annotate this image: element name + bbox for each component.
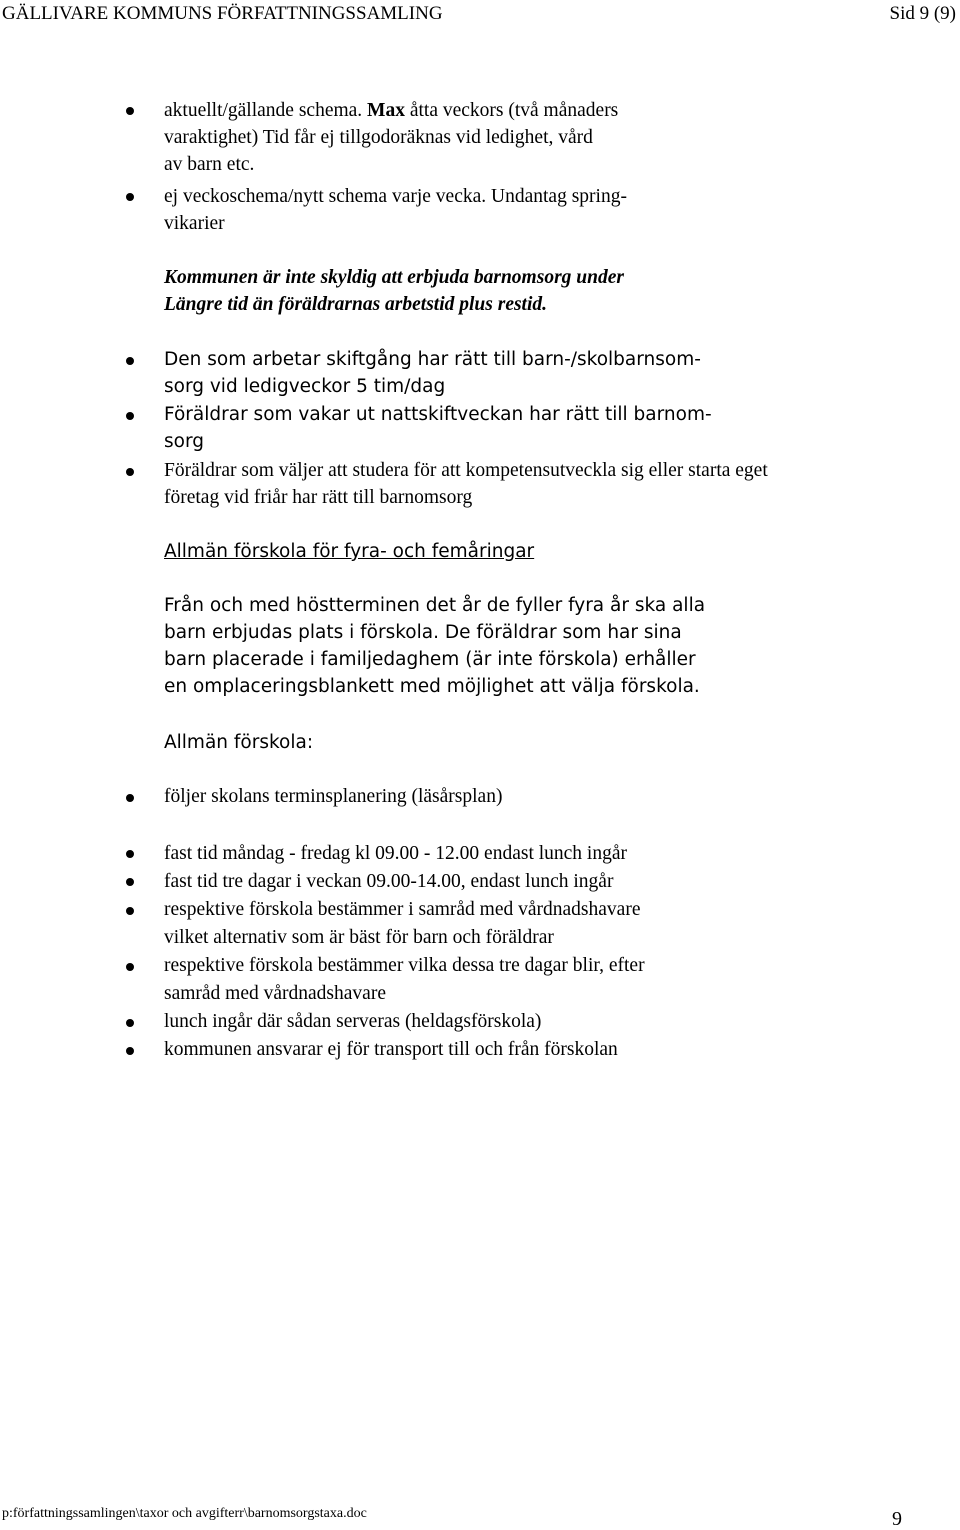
section-subheading: Allmän förskola: (164, 732, 314, 753)
list-item-line: respektive förskola bestämmer vilka dessa tre dagar blir, efter (164, 955, 645, 976)
list-item-line: Den som arbetar skiftgång har rätt till barn-/skolbarnsom- (164, 349, 701, 370)
text-span: aktuellt/gällande schema. (164, 100, 368, 121)
bullet-icon (126, 794, 134, 802)
list-item-line: följer skolans terminsplanering (läsårsplan) (164, 786, 503, 807)
bullet-icon (126, 1019, 134, 1027)
bullet-icon (126, 907, 134, 915)
footer-page-number: 9 (892, 1508, 902, 1530)
notice-line: Längre tid än föräldrarnas arbetstid plus restid. (164, 294, 548, 315)
list-item-line: sorg (164, 431, 204, 452)
bullet-icon (126, 357, 134, 365)
list-item-line: företag vid friår har rätt till barnomsorg (164, 487, 473, 508)
emphasis-text: Max (367, 100, 405, 121)
page-indicator: Sid 9 (9) (889, 3, 956, 24)
list-item-line: samråd med vårdnadshavare (164, 983, 386, 1004)
section-heading: Allmän förskola för fyra- och femåringar (164, 541, 535, 562)
bullet-icon (126, 1047, 134, 1055)
list-item-line: kommunen ansvarar ej för transport till och från förskolan (164, 1039, 618, 1060)
list-item-line: fast tid måndag - fredag kl 09.00 - 12.00 endast lunch ingår (164, 843, 628, 864)
notice-line: Kommunen är inte skyldig att erbjuda barnomsorg under (164, 267, 624, 288)
bullet-icon (126, 412, 134, 420)
list-item-line: lunch ingår där sådan serveras (heldagsförskola) (164, 1011, 542, 1032)
list-item-line (164, 97, 618, 124)
list-item-line: ej veckoschema/nytt schema varje vecka. Undantag spring- (164, 186, 627, 207)
paragraph-line: Från och med höstterminen det år de fyller fyra år ska alla (164, 595, 706, 616)
bullet-icon (126, 963, 134, 971)
bullet-icon (126, 107, 134, 115)
list-item-line: av barn etc. (164, 154, 255, 175)
bullet-icon (126, 850, 134, 858)
list-item-line: respektive förskola bestämmer i samråd med vårdnadshavare (164, 899, 641, 920)
footer-file-path: p:författningssamlingen\taxor och avgifterr\barnomsorgstaxa.doc (2, 1506, 367, 1521)
text-span: åtta veckors (två månaders (404, 100, 619, 121)
list-item-line: vikarier (164, 213, 225, 234)
list-item-line: varaktighet) Tid får ej tillgodoräknas vid ledighet, vård (164, 127, 593, 148)
bullet-icon (126, 468, 134, 476)
list-item-line: Föräldrar som vakar ut nattskiftveckan har rätt till barnom- (164, 404, 712, 425)
document-header-title: GÄLLIVARE KOMMUNS FÖRFATTNINGSSAMLING (2, 3, 443, 24)
list-item-line: Föräldrar som väljer att studera för att kompetensutveckla sig eller starta eget (164, 460, 768, 481)
paragraph-line: barn erbjudas plats i förskola. De föräldrar som har sina (164, 622, 682, 643)
bullet-icon (126, 193, 134, 201)
paragraph-line: barn placerade i familjedaghem (är inte förskola) erhåller (164, 649, 696, 670)
list-item-line: fast tid tre dagar i veckan 09.00-14.00, endast lunch ingår (164, 871, 614, 892)
list-item-line: sorg vid ledigveckor 5 tim/dag (164, 376, 446, 397)
paragraph-line: en omplaceringsblankett med möjlighet att välja förskola. (164, 676, 700, 697)
list-item-line: vilket alternativ som är bäst för barn och föräldrar (164, 927, 554, 948)
bullet-icon (126, 878, 134, 886)
